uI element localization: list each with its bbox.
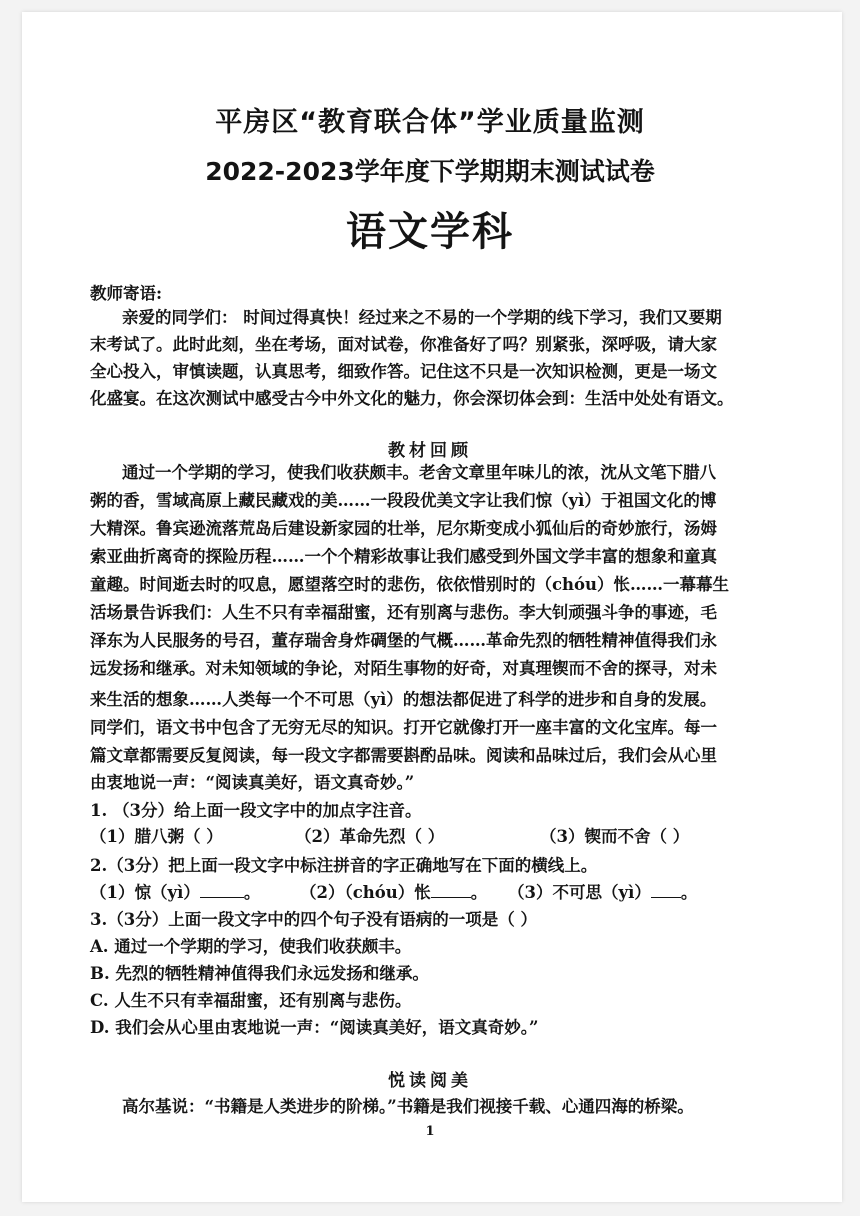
question-3-option-a: A. 通过一个学期的学习，使我们收获颇丰。 (90, 937, 412, 956)
question-2-item-label: （3）不可思（yì） (508, 883, 651, 902)
passage-line: 远发扬和继承。对未知领域的争论，对陌生事物的好奇，对真理锲而不舍的探寻，对未 (90, 659, 717, 678)
teacher-message-line: 亲爱的同学们： 时间过得真快！经过来之不易的一个学期的线下学习，我们又要期 (122, 308, 722, 327)
exam-title: 平房区“教育联合体”学业质量监测 (215, 107, 645, 138)
question-3-stem: 3.（3分）上面一段文字中的四个句子没有语病的一项是（ ） (90, 910, 537, 929)
page-number: 1 (425, 1124, 435, 1139)
question-2-item-end: 。 (470, 883, 488, 902)
question-1-item: （1）腊八粥（ ） (90, 827, 223, 846)
question-3-option-c: C. 人生不只有幸福甜蜜，还有别离与悲伤。 (90, 991, 412, 1010)
question-3-option-b: B. 先烈的牺牲精神值得我们永远发扬和继承。 (90, 964, 429, 983)
section-heading-reading: 悦读阅美 (388, 1071, 472, 1091)
passage-line: 童趣。时间逝去时的叹息，愿望落空时的悲伤，依依惜别时的（chóu）怅……一幕幕生 (90, 575, 730, 594)
question-2-item-end: 。 (243, 883, 261, 902)
passage-line: 通过一个学期的学习，使我们收获颇丰。老舍文章里年味儿的浓，沈从文笔下腊八 (122, 463, 716, 482)
question-2-item-end: 。 (680, 883, 698, 902)
teacher-message-line: 化盛宴。在这次测试中感受古今中外文化的魅力，你会深切体会到：生活中处处有语文。 (90, 389, 734, 408)
passage-line: 活场景告诉我们：人生不只有幸福甜蜜，还有别离与悲伤。李大钊顽强斗争的事迹，毛 (90, 603, 717, 622)
question-2-item (508, 881, 860, 905)
answer-blank[interactable] (651, 881, 681, 898)
teacher-message-label: 教师寄语: (90, 284, 163, 303)
question-1-item: （3）锲而不舍（ ） (540, 827, 690, 846)
passage-line: 泽东为人民服务的号召，董存瑞舍身炸碉堡的气概……革命先烈的牺牲精神值得我们永 (90, 631, 717, 650)
teacher-message-line: 末考试了。此时此刻，坐在考场，面对试卷，你准备好了吗？别紧张，深呼吸，请大家 (90, 335, 717, 354)
passage-line: 篇文章都需要反复阅读，每一段文字都需要斟酌品味。阅读和品味过后，我们会从心里 (90, 746, 717, 765)
subject-title: 语文学科 (346, 209, 514, 255)
question-2-item-label: （1）惊（yì） (90, 883, 200, 902)
passage-line: 大精深。鲁宾逊流落荒岛后建设新家园的壮举，尼尔斯变成小狐仙后的奇妙旅行，汤姆 (90, 519, 717, 538)
teacher-message-line: 全心投入，审慎读题，认真思考，细致作答。记住这不只是一次知识检测，更是一场文 (90, 362, 717, 381)
passage-line: 由衷地说一声：“阅读真美好，语文真奇妙。” (90, 773, 415, 792)
question-1-stem: 1. （3分）给上面一段文字中的加点字注音。 (90, 801, 422, 820)
passage-line: 索亚曲折离奇的探险历程……一个个精彩故事让我们感受到外国文学丰富的想象和童真 (90, 547, 717, 566)
exam-subtitle: 2022-2023学年度下学期期末测试试卷 (205, 157, 655, 186)
question-2-item-label: （2）（chóu）怅 (300, 883, 431, 902)
answer-blank[interactable] (200, 881, 244, 898)
passage-line: 同学们，语文书中包含了无穷无尽的知识。打开它就像打开一座丰富的文化宝库。每一 (90, 718, 717, 737)
question-2-stem: 2.（3分）把上面一段文字中标注拼音的字正确地写在下面的横线上。 (90, 856, 598, 875)
section-heading-review: 教材回顾 (388, 441, 472, 461)
reading-intro-line: 高尔基说：“书籍是人类进步的阶梯。”书籍是我们视接千载、心通四海的桥梁。 (122, 1097, 694, 1116)
question-1-item: （2）革命先烈（ ） (295, 827, 445, 846)
passage-line: 来生活的想象……人类每一个不可思（yì）的想法都促进了科学的进步和自身的发展。 (90, 690, 717, 709)
passage-line: 粥的香，雪域高原上藏民藏戏的美……一段段优美文字让我们惊（yì）于祖国文化的博 (90, 491, 717, 510)
question-3-option-d: D. 我们会从心里由衷地说一声：“阅读真美好，语文真奇妙。” (90, 1018, 539, 1037)
answer-blank[interactable] (431, 881, 471, 898)
